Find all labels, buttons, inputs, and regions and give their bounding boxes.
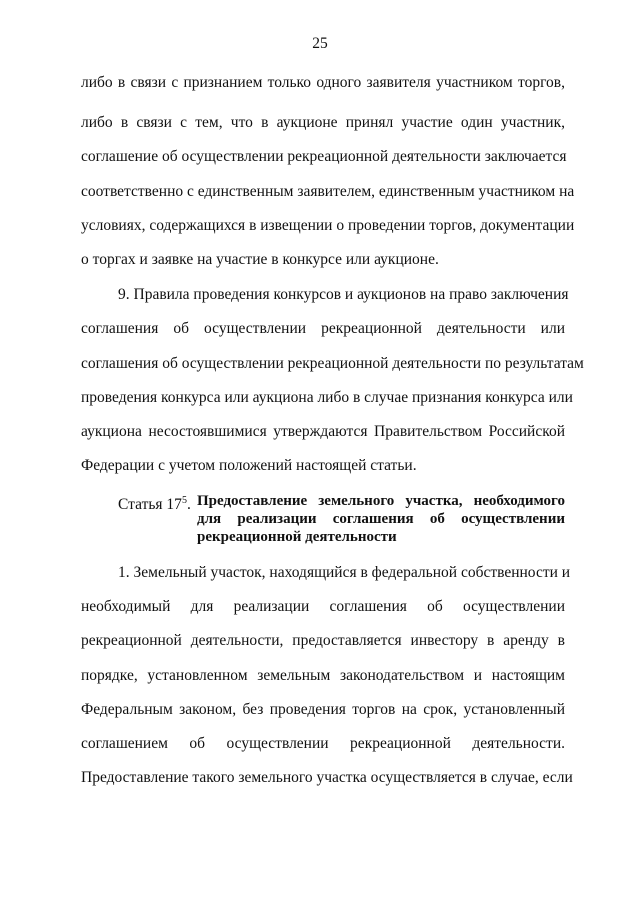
text-line: соглашением об осуществлении рекреационной деятельности. xyxy=(81,735,565,752)
text-line: 9. Правила проведения конкурсов и аукционов на право заключения xyxy=(118,286,569,303)
article-label: Статья $17^5$. xyxy=(118,495,191,513)
text-line: соглашения об осуществлении рекреационной деятельности по результатам xyxy=(81,355,584,372)
text-line: соответственно с единственным заявителем, единственным участником на xyxy=(81,183,575,200)
text-line: 1. Земельный участок, находящийся в федеральной собственности и xyxy=(118,564,571,581)
text-line: либо в связи с тем, что в аукционе принял участие один участник, xyxy=(81,114,565,131)
text-line: проведения конкурса или аукциона либо в случае признания конкурса или xyxy=(81,389,573,406)
text-line: необходимый для реализации соглашения об осуществлении xyxy=(81,598,565,615)
page-number: 25 xyxy=(312,35,328,52)
text-line: соглашение об осуществлении рекреационной деятельности заключается xyxy=(81,148,567,165)
text-line: условиях, содержащихся в извещении о проведении торгов, документации xyxy=(81,217,575,234)
text-line: о торгах и заявке на участие в конкурсе или аукционе. xyxy=(81,251,439,268)
article-title-line: рекреационной деятельности xyxy=(197,529,397,545)
article-title-line: для реализации соглашения об осуществлении xyxy=(197,511,565,527)
text-line: либо в связи с признанием только одного заявителя участником торгов, xyxy=(81,74,565,91)
article-title-line: Предоставление земельного участка, необходимого xyxy=(197,493,565,509)
text-line: соглашения об осуществлении рекреационной деятельности или xyxy=(81,320,565,337)
text-line: Федерации с учетом положений настоящей статьи. xyxy=(81,457,417,474)
text-line: рекреационной деятельности, предоставляется инвестору в аренду в xyxy=(81,632,565,649)
text-line: Федеральным законом, без проведения торгов на срок, установленный xyxy=(81,701,565,718)
text-line: Предоставление такого земельного участка осуществляется в случае, если xyxy=(81,769,573,786)
text-line: аукциона несостоявшимися утверждаются Правительством Российской xyxy=(81,423,565,440)
text-line: порядке, установленном земельным законодательством и настоящим xyxy=(81,667,565,684)
article-number-superscript: 5 xyxy=(181,495,187,506)
